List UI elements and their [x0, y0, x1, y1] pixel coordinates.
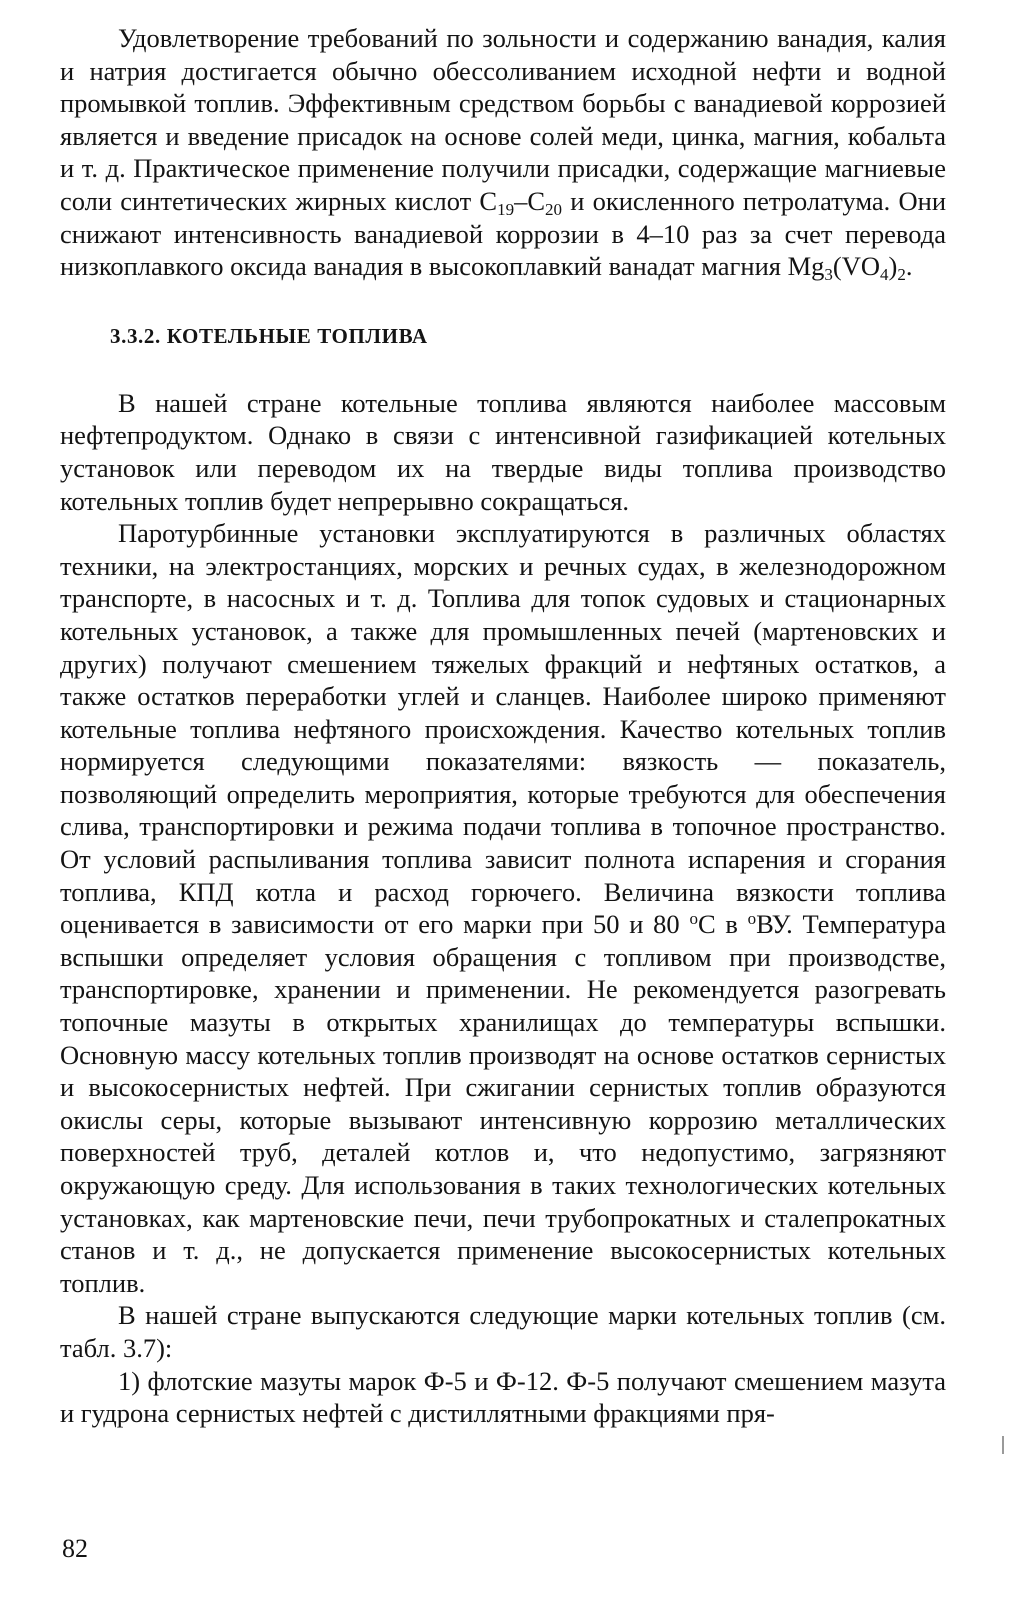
paragraph-fuel-grades: В нашей стране выпускаются следующие марки котельных топлив (см. табл. 3.7):: [60, 1300, 946, 1363]
page-number: 82: [62, 1534, 88, 1563]
paragraph-boiler-fuels-intro: В нашей стране котельные топлива являются наиболее массовым нефтепродуктом. Однако в связи с интенсивной газификацией котельных установок или переводом их на твердые виды топлива производство котельных топлив будет непрерывно сокращаться.: [60, 387, 946, 516]
text-run: –C: [514, 185, 546, 216]
page-body: [60, 22, 946, 1430]
text-run: .: [905, 251, 913, 282]
degree-mark: о: [747, 909, 757, 929]
text-run: Удовлетворение требований по зольности и содержанию ванадия, калия и натрия достигается обычно обессоливанием исходной нефти и водной промывкой топлив. Эффективным средством борьбы с ванадиевой коррозией является и введение присадок на основе солей меди, цинка, магния, кобальта и т. д. Практическое применение получили присадки, содержащие магниевые соли синтетических жирных кислот C: [60, 23, 946, 216]
text-run: С в: [697, 909, 748, 940]
paragraph-vanadium-corrosion: [60, 22, 946, 283]
degree-mark: о: [689, 909, 698, 929]
paragraph-fleet-mazut: 1) флотские мазуты марок Ф-5 и Ф-12. Ф-5 получают смешением мазута и гудрона сернистых нефтей с дистиллятными фракциями пря-: [60, 1365, 946, 1429]
text-run: ): [888, 251, 898, 282]
subscript: 4: [880, 265, 889, 285]
section-heading: 3.3.2. КОТЕЛЬНЫЕ ТОПЛИВА: [110, 323, 428, 348]
subscript: 3: [824, 265, 833, 285]
text-run: и окисленного петролатума. Они снижают интенсивность ванадиевой коррозии в 4–10 раз за счет перевода низкоплавкого оксида ванадия в высокоплавкий ванадат магния Mg: [60, 185, 947, 282]
subscript: 2: [897, 265, 906, 285]
paragraph-steam-turbine-installations: [60, 517, 946, 1299]
subscript: 19: [497, 199, 515, 219]
subscript: 20: [545, 199, 563, 219]
scan-edge-mark: [1002, 1436, 1004, 1454]
text-run: (VO: [832, 251, 881, 282]
text-run: Паротурбинные установки эксплуатируются в различных областях техники, на электростанциях, морских и речных судах, в железнодорожном транспорте, в насосных и т. д. Топлива для топок судовых и стационарных котельных установок, а также для промышленных печей (мартеновских и других) получают смешением тяжелых фракций и нефтяных остатков, а также остатков переработки углей и сланцев. Наиболее широко применяют котельные топлива нефтяного происхождения. Качество котельных топлив нормируется следующими показателями: вязкость — показатель, позволяющий определить мероприятия, которые требуются для обеспечения слива, транспортировки и режима подачи топлива в топочное пространство. От условий распыливания топлива зависит полнота испарения и сгорания топлива, КПД котла и расход горючего. Величина вязкости топлива оценивается в зависимости от его марки при 50 и 80: [60, 518, 946, 940]
text-run: ВУ. Температура вспышки определяет условия обращения с топливом при производстве, транспортировке, хранении и применении. Не рекомендуется разогревать топочные мазуты в открытых хранилищах до температуры вспышки. Основную массу котельных топлив производят на основе остатков сернистых и высокосернистых нефтей. При сжигании сернистых топлив образуются окислы серы, которые вызывают интенсивную коррозию металлических поверхностей труб, деталей котлов и, что недопустимо, загрязняют окружающую среду. Для использования в таких технологических котельных установках, как мартеновские печи, печи трубопрокатных и сталепрокатных станов и т. д., не допускается применение высокосернистых котельных топлив.: [60, 909, 946, 1298]
